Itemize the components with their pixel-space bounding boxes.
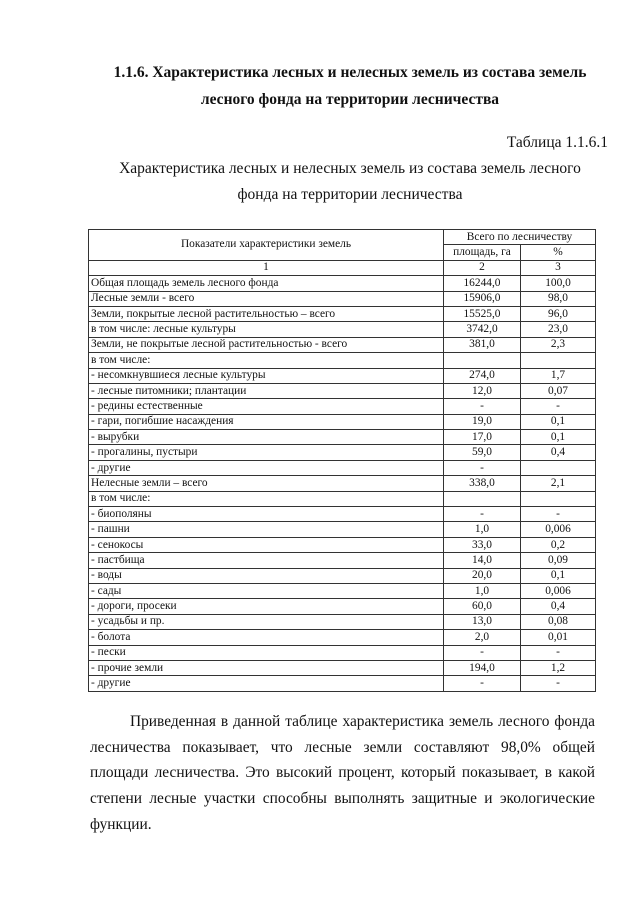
row-percent-cell: 0,4: [521, 445, 596, 460]
table-row: [89, 322, 596, 337]
row-name-cell: Общая площадь земель лесного фонда: [89, 276, 444, 291]
row-area-cell: 274,0: [444, 368, 521, 383]
row-area-cell: -: [444, 645, 521, 660]
row-percent-cell: 0,006: [521, 583, 596, 598]
header-col-number-3: 3: [521, 260, 596, 275]
row-percent-cell: 0,4: [521, 599, 596, 614]
row-area-cell: 338,0: [444, 476, 521, 491]
row-area-cell: 15525,0: [444, 306, 521, 321]
row-area-cell: [444, 491, 521, 506]
row-area-cell: 381,0: [444, 337, 521, 352]
row-name-cell: - гари, погибшие насаждения: [89, 414, 444, 429]
row-area-cell: 59,0: [444, 445, 521, 460]
table-row: [89, 522, 596, 537]
row-percent-cell: 0,006: [521, 522, 596, 537]
row-name-cell: в том числе:: [89, 353, 444, 368]
row-name-cell: - прочие земли: [89, 660, 444, 675]
table-row: [89, 645, 596, 660]
row-area-cell: 13,0: [444, 614, 521, 629]
header-col-number-1: 1: [89, 260, 444, 275]
row-area-cell: [444, 353, 521, 368]
header-percent: %: [521, 245, 596, 260]
row-name-cell: - дороги, просеки: [89, 599, 444, 614]
row-percent-cell: 0,1: [521, 414, 596, 429]
row-area-cell: 20,0: [444, 568, 521, 583]
table-row: [89, 414, 596, 429]
row-area-cell: 17,0: [444, 430, 521, 445]
row-name-cell: - несомкнувшиеся лесные культуры: [89, 368, 444, 383]
row-name-cell: Лесные земли - всего: [89, 291, 444, 306]
row-percent-cell: 0,1: [521, 568, 596, 583]
header-total-group: Всего по лесничеству: [444, 230, 596, 245]
table-body: [89, 276, 596, 692]
row-name-cell: - редины естественные: [89, 399, 444, 414]
table-row: [89, 353, 596, 368]
row-percent-cell: 0,08: [521, 614, 596, 629]
row-name-cell: в том числе: лесные культуры: [89, 322, 444, 337]
row-percent-cell: [521, 491, 596, 506]
summary-text: Приведенная в данной таблице характеристика земель лесного фонда лесничества показывает, что лесные земли составляют 98,0% общей площади лесничества. Это высокий процент, который показывает, в какой степени лесные участки способны выполнять защитные и экологические функции.: [90, 713, 595, 833]
table-row: [89, 476, 596, 491]
row-name-cell: - сенокосы: [89, 537, 444, 552]
row-name-cell: Нелесные земли – всего: [89, 476, 444, 491]
row-area-cell: -: [444, 676, 521, 691]
summary-paragraph: [90, 709, 595, 838]
row-area-cell: 60,0: [444, 599, 521, 614]
row-name-cell: - прогалины, пустыри: [89, 445, 444, 460]
header-indicator: Показатели характеристики земель: [89, 230, 444, 261]
row-area-cell: -: [444, 507, 521, 522]
table-row: [89, 430, 596, 445]
table-row: [89, 660, 596, 675]
table-row: [89, 630, 596, 645]
row-name-cell: - сады: [89, 583, 444, 598]
row-name-cell: - лесные питомники; плантации: [89, 383, 444, 398]
row-percent-cell: -: [521, 399, 596, 414]
row-percent-cell: 0,1: [521, 430, 596, 445]
header-col-number-2: 2: [444, 260, 521, 275]
row-area-cell: 14,0: [444, 553, 521, 568]
table-row: [89, 507, 596, 522]
row-name-cell: в том числе:: [89, 491, 444, 506]
table-header: [89, 230, 596, 276]
row-area-cell: 12,0: [444, 383, 521, 398]
row-area-cell: -: [444, 399, 521, 414]
row-name-cell: Земли, покрытые лесной растительностью – всего: [89, 306, 444, 321]
table-row: [89, 599, 596, 614]
row-name-cell: - вырубки: [89, 430, 444, 445]
row-percent-cell: 98,0: [521, 291, 596, 306]
section-heading-line-1: 1.1.6. Характеристика лесных и нелесных земель из состава земель: [113, 64, 587, 81]
table-row: [89, 553, 596, 568]
row-percent-cell: 1,7: [521, 368, 596, 383]
row-percent-cell: 23,0: [521, 322, 596, 337]
row-percent-cell: 0,01: [521, 630, 596, 645]
row-area-cell: 1,0: [444, 583, 521, 598]
row-name-cell: - пашни: [89, 522, 444, 537]
table-row: [89, 383, 596, 398]
row-name-cell: - пастбища: [89, 553, 444, 568]
row-percent-cell: [521, 353, 596, 368]
row-percent-cell: 0,07: [521, 383, 596, 398]
section-heading-line-2: лесного фонда на территории лесничества: [200, 91, 500, 108]
row-area-cell: 16244,0: [444, 276, 521, 291]
row-name-cell: - пески: [89, 645, 444, 660]
row-area-cell: 2,0: [444, 630, 521, 645]
row-area-cell: 33,0: [444, 537, 521, 552]
table-row: [89, 460, 596, 475]
land-characteristics-table: [88, 229, 596, 692]
row-name-cell: Земли, не покрытые лесной растительностью - всего: [89, 337, 444, 352]
row-percent-cell: 100,0: [521, 276, 596, 291]
row-area-cell: 194,0: [444, 660, 521, 675]
row-percent-cell: -: [521, 676, 596, 691]
row-percent-cell: 2,1: [521, 476, 596, 491]
table-row: [89, 491, 596, 506]
row-area-cell: 15906,0: [444, 291, 521, 306]
table-row: [89, 614, 596, 629]
row-name-cell: - болота: [89, 630, 444, 645]
row-percent-cell: 0,2: [521, 537, 596, 552]
row-percent-cell: [521, 460, 596, 475]
row-area-cell: 19,0: [444, 414, 521, 429]
table-title-line-1: Характеристика лесных и нелесных земель из состава земель лесного: [119, 160, 581, 177]
table-title-line-2: фонда на территории лесничества: [237, 186, 463, 203]
row-area-cell: -: [444, 460, 521, 475]
table-row: [89, 445, 596, 460]
row-percent-cell: -: [521, 507, 596, 522]
row-name-cell: - усадьбы и пр.: [89, 614, 444, 629]
row-name-cell: - биополяны: [89, 507, 444, 522]
table-row: [89, 399, 596, 414]
table-row: [89, 568, 596, 583]
row-area-cell: 1,0: [444, 522, 521, 537]
table-number: Таблица 1.1.6.1: [506, 134, 608, 151]
table-row: [89, 337, 596, 352]
row-percent-cell: 96,0: [521, 306, 596, 321]
row-percent-cell: 0,09: [521, 553, 596, 568]
table-row: [89, 276, 596, 291]
table-row: [89, 306, 596, 321]
table-row: [89, 676, 596, 691]
row-percent-cell: -: [521, 645, 596, 660]
table-row: [89, 537, 596, 552]
row-name-cell: - другие: [89, 460, 444, 475]
table-row: [89, 583, 596, 598]
header-area: площадь, га: [444, 245, 521, 260]
row-area-cell: 3742,0: [444, 322, 521, 337]
table-row: [89, 291, 596, 306]
row-percent-cell: 2,3: [521, 337, 596, 352]
table-row: [89, 368, 596, 383]
row-name-cell: - воды: [89, 568, 444, 583]
row-name-cell: - другие: [89, 676, 444, 691]
row-percent-cell: 1,2: [521, 660, 596, 675]
